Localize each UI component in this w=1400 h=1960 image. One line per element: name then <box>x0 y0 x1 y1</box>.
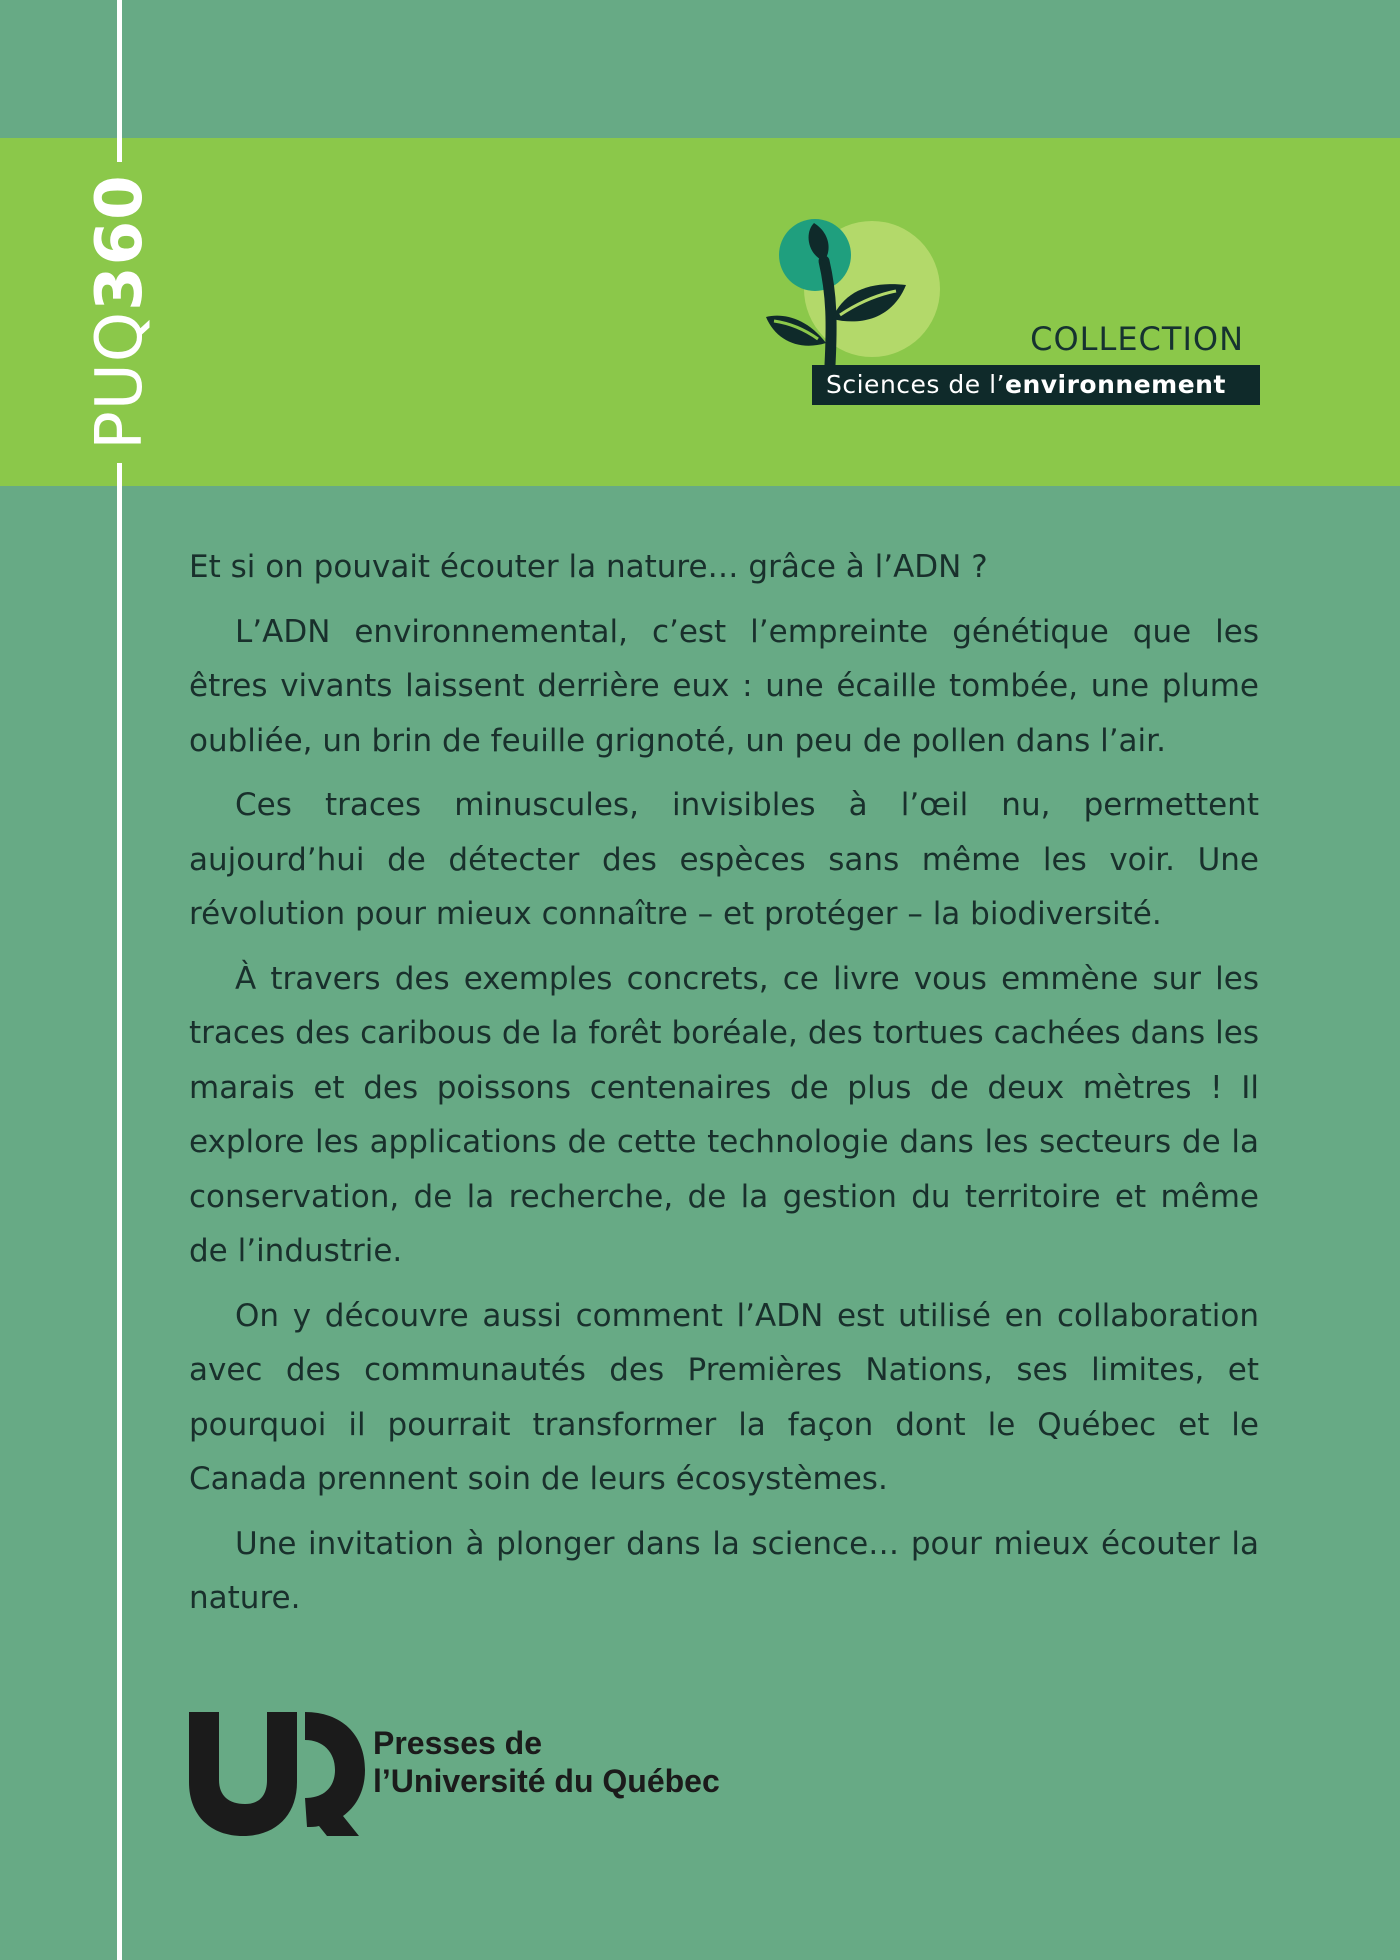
blurb-paragraph: Ces traces minuscules, invisibles à l’œil nu, permettent aujourd’hui de détecter des espèces sans même les voir. Une révolution pour mieux connaître – et protéger – la biodiversité. <box>189 787 1259 932</box>
blurb-lead: Et si on pouvait écouter la nature… grâce à l’ADN ? <box>189 549 988 585</box>
uq-letter-q <box>305 1712 365 1836</box>
publisher-line-2: l’Université du Québec <box>373 1763 720 1799</box>
collection-label: COLLECTION <box>1030 320 1244 358</box>
puq360-logo-bold: 360 <box>83 174 157 311</box>
collection-name-prefix: Sciences de l’ <box>826 370 1005 399</box>
spine-line-top <box>117 0 122 162</box>
puq360-logo-light: PUQ <box>83 310 157 450</box>
puq360-logo <box>83 174 157 450</box>
collection-name <box>812 365 1260 405</box>
blurb-paragraph: Une invitation à plonger dans la science… pour mieux écouter la nature. <box>189 1525 1259 1616</box>
plant-icon <box>760 215 950 375</box>
publisher-line-1: Presses de <box>373 1725 543 1761</box>
blurb-paragraph: À travers des exemples concrets, ce livre vous emmène sur les traces des caribous de la forêt boréale, des tortues cachées dans les marais et des poissons centenaires de plus de deux mètres ! Il explore les applications de cette technologie dans les secteurs de la conservation, de la recherche, de la gestion du territoire et même de l’industrie. <box>189 960 1259 1269</box>
uq-logo <box>189 1712 369 1836</box>
uq-letter-u <box>189 1712 297 1836</box>
blurb-paragraph: On y découvre aussi comment l’ADN est utilisé en collaboration avec des communautés des Premières Nations, ses limites, et pourquoi il pourrait transformer la façon dont le Québec et le Canada prennent soin de leurs écosystèmes. <box>189 1297 1259 1497</box>
blurb-paragraph: L’ADN environnemental, c’est l’empreinte génétique que les êtres vivants laissent derrière eux : une écaille tombée, une plume oubliée, un brin de feuille grignoté, un peu de pollen dans l’air. <box>189 613 1259 759</box>
collection-name-bold: environnement <box>1004 370 1226 399</box>
publisher-name <box>373 1724 720 1800</box>
collection-logo <box>760 215 1260 410</box>
back-cover-blurb <box>189 540 1259 1636</box>
spine-line-bottom <box>117 463 122 1960</box>
